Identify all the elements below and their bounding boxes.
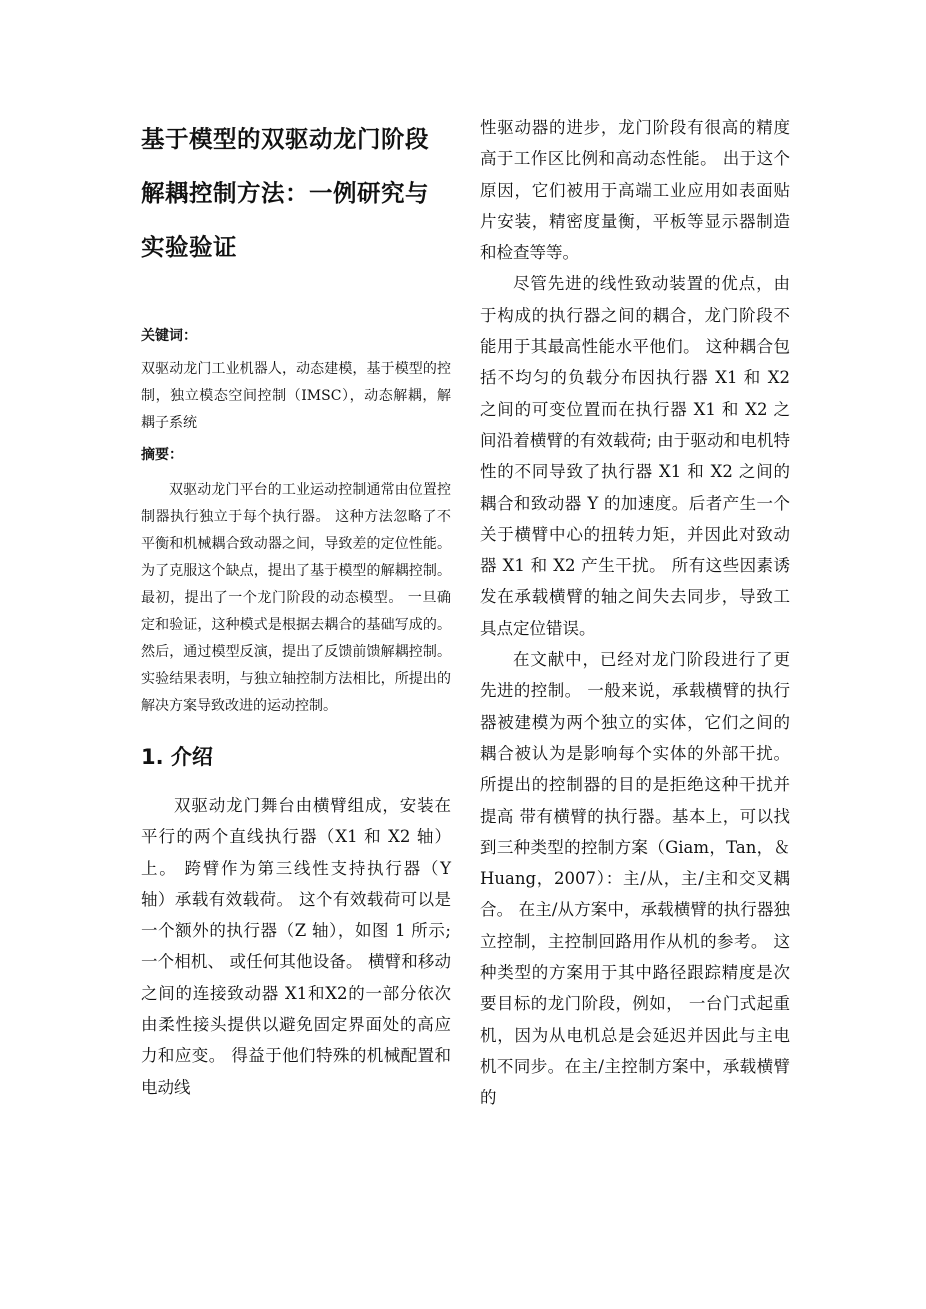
intro-paragraph-3: 在文献中，已经对龙门阶段进行了更先进的控制。 一般来说，承载横臂的执行器被建模为两个独立的实体，它们之间的耦合被认为是影响每个实体的外部干扰。所提出的控制器的目的是拒绝这种干扰并提高 带有横臂的执行器。基本上，可以找到三种类型的控制方案（Giam，Tan，＆ Huang，2007）：主/从，主/主和交叉耦合。 在主/从方案中，承载横臂的执行器独立控制，主控制回路用作从机的参考。 这种类型的方案用于其中路径跟踪精度是次要目标的龙门阶段，例如， 一台门式起重机，因为从电机总是会延迟并因此与主电机不同步。在主/主控制方案中，承载横臂的: [480, 650, 790, 1108]
section-heading-introduction: 1. 介绍: [141, 745, 213, 769]
left-column: [141, 112, 451, 1103]
abstract-text: 双驱动龙门平台的工业运动控制通常由位置控制器执行独立于每个执行器。 这种方法忽略了不平衡和机械耦合致动器之间，导致差的定位性能。 为了克服这个缺点，提出了基于模型的解耦控制。 最初，提出了一个龙门阶段的动态模型。 一旦确定和验证，这种模式是根据去耦合的基础写成的。 然后，通过模型反演，提出了反馈前馈解耦控制。 实验结果表明，与独立轴控制方法相比，所提出的解决方案导致改进的运动控制。: [141, 482, 451, 714]
abstract-label: 摘要：: [141, 447, 183, 463]
intro-paragraph-2: 尽管先进的线性致动装置的优点，由于构成的执行器之间的耦合，龙门阶段不能用于其最高性能水平他们。 这种耦合包括不均匀的负载分布因执行器 X1 和 X2 之间的可变位置而在执行器 X1 和 X2 之间沿着横臂的有效载荷; 由于驱动和电机特性的不同导致了执行器 X1 和 X2 之间的耦合和致动器 Y 的加速度。后者产生一个关于横臂中心的扭转力矩，并因此对致动器 X1 和 X2 产生干扰。 所有这些因素诱发在承载横臂的轴之间失去同步，导致工具点定位错误。: [480, 274, 790, 638]
keywords-text: 双驱动龙门工业机器人，动态建模，基于模型的控制，独立模态空间控制（IMSC），动态解耦，解耦子系统: [141, 361, 451, 431]
keywords-label: 关键词：: [141, 328, 197, 344]
intro-paragraph-1: 双驱动龙门舞台由横臂组成，安装在平行的两个直线执行器（X1 和 X2 轴）上。 跨臂作为第三线性支持执行器（Y 轴）承载有效载荷。 这个有效载荷可以是一个额外的执行器（Z 轴），如图 1 所示; 一个相机、 或任何其他设备。 横臂和移动之间的连接致动器 X1和X2的一部分依次由柔性接头提供以避免固定界面处的高应力和应变。 得益于他们特殊的机械配置和电动线: [141, 796, 451, 1097]
right-column: [480, 112, 790, 1114]
paper-title: 基于模型的双驱动龙门阶段解耦控制方法：一例研究与实验验证: [141, 125, 429, 261]
intro-paragraph-1-continued: 性驱动器的进步，龙门阶段有很高的精度高于工作区比例和高动态性能。 出于这个原因，它们被用于高端工业应用如表面贴片安装，精密度量衡，平板等显示器制造和检查等等。: [480, 118, 790, 263]
